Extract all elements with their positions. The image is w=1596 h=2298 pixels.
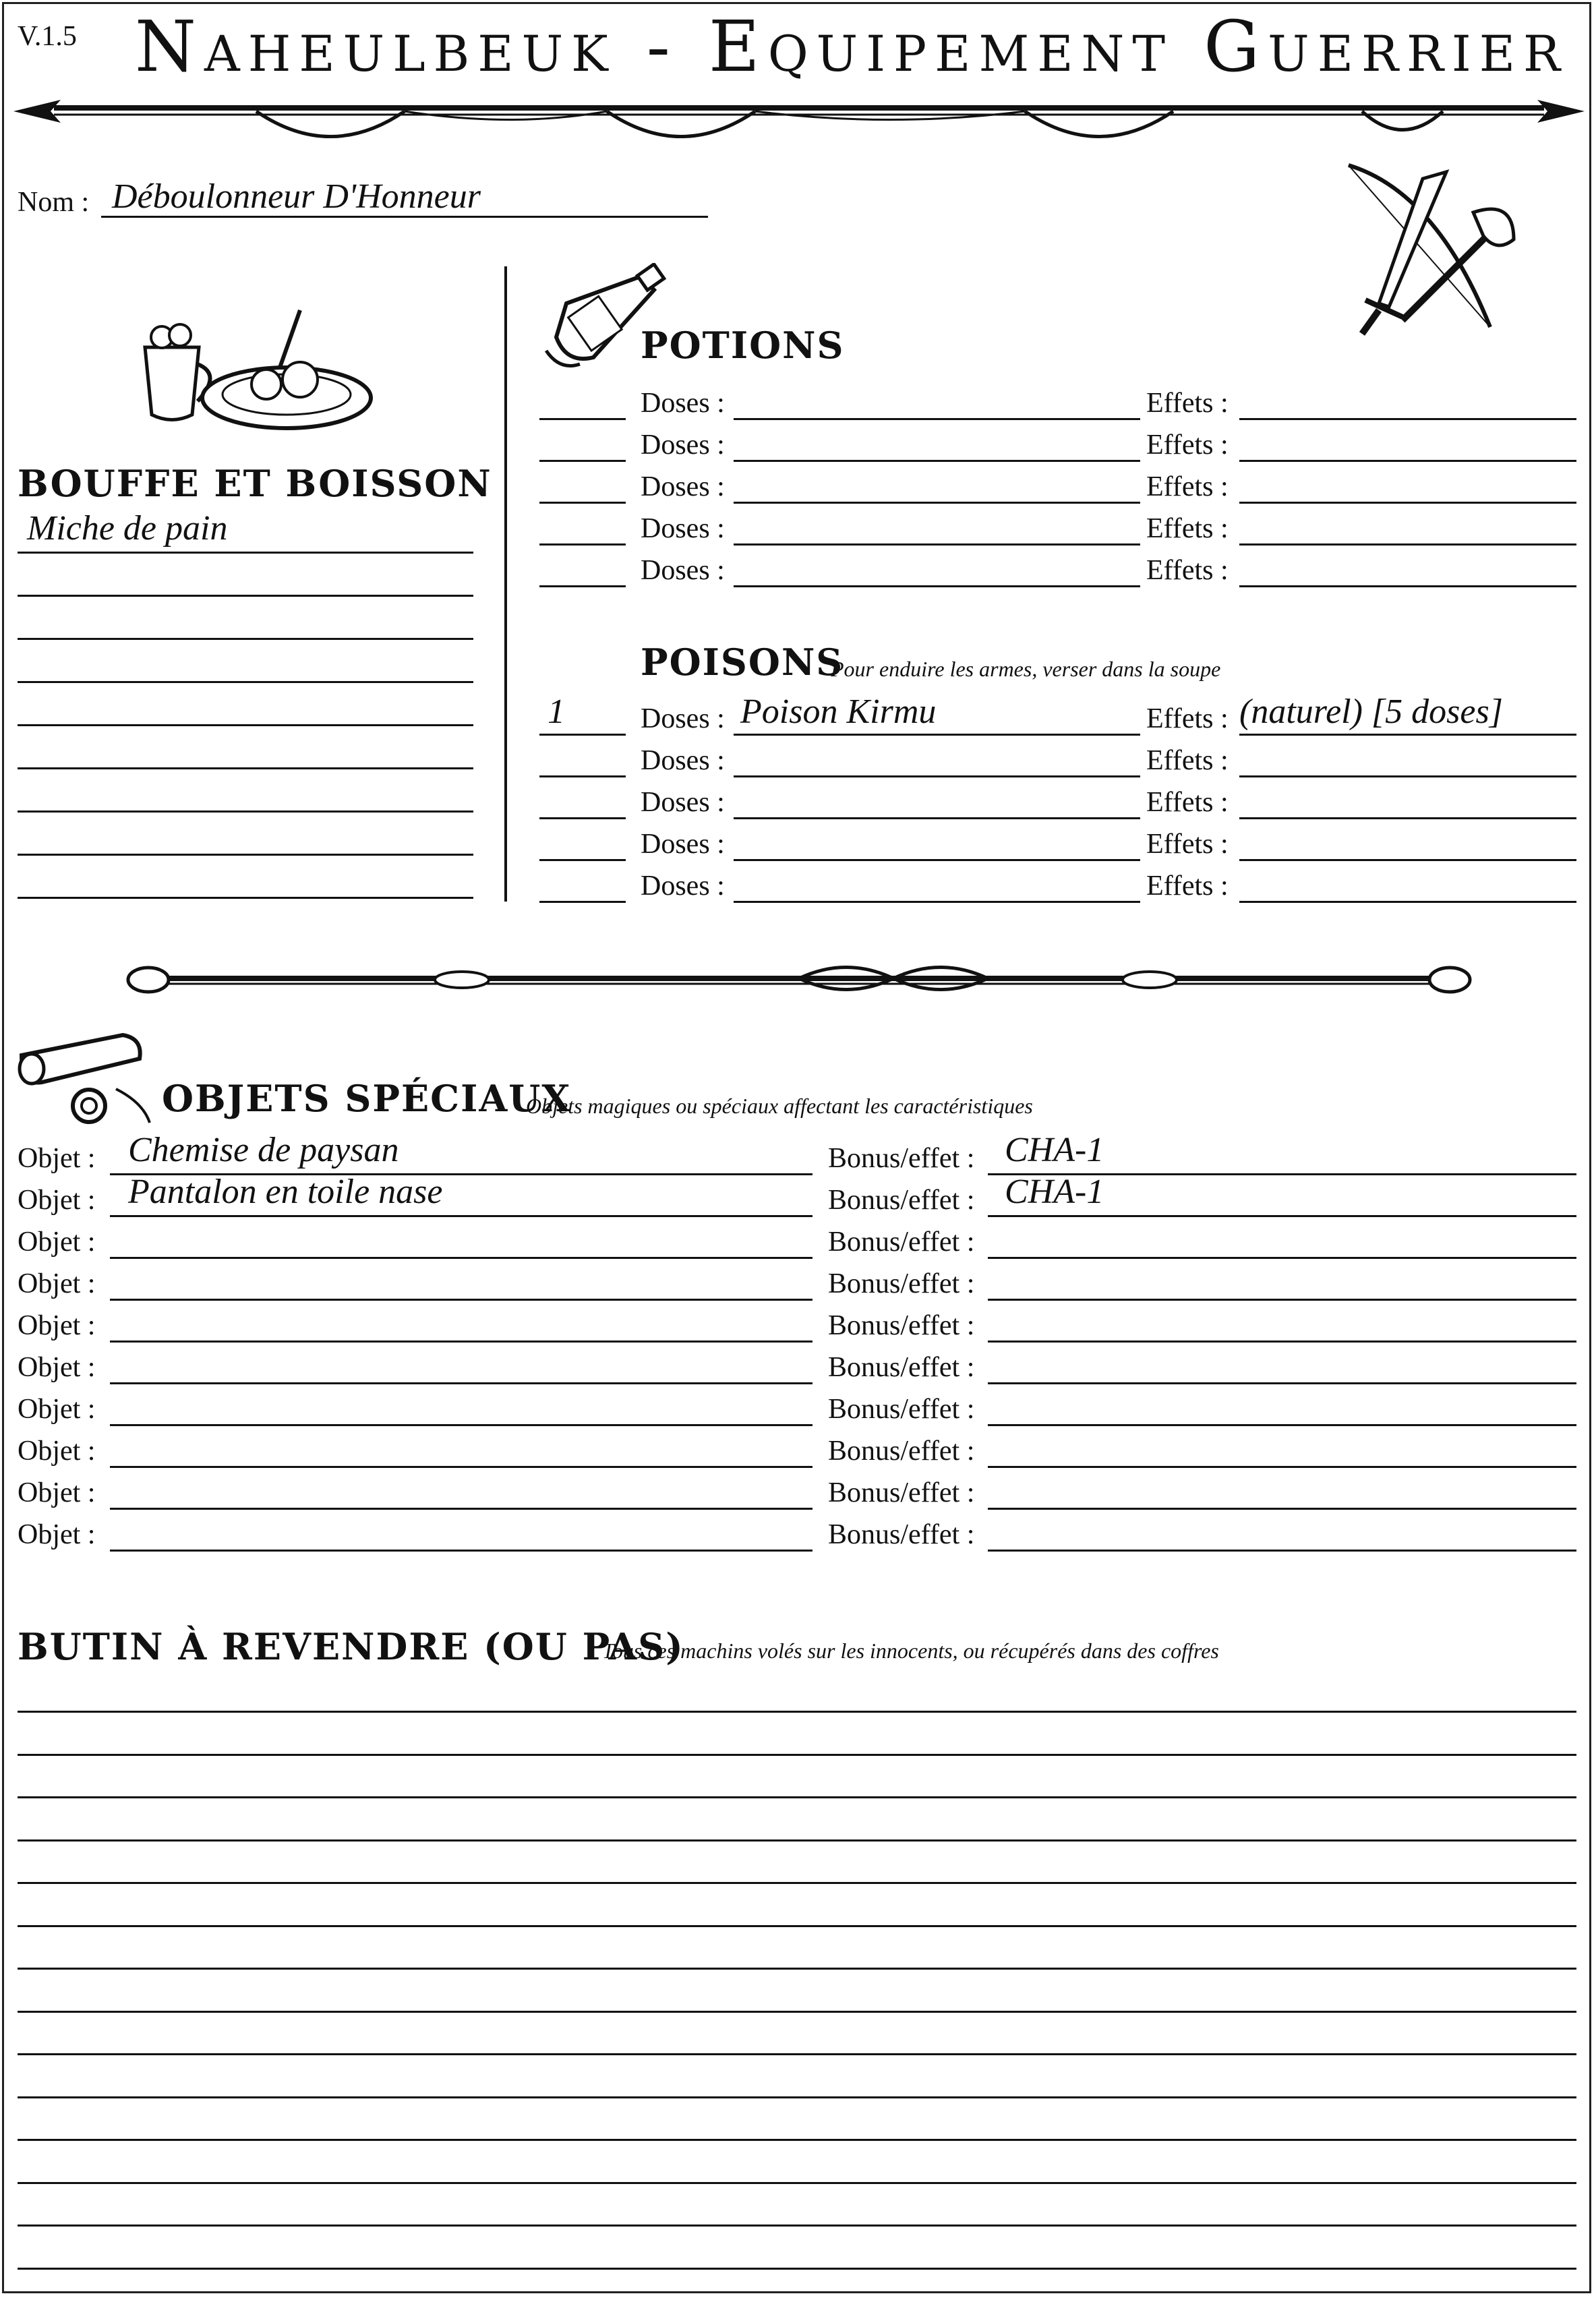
poisons-name-line [734, 901, 1140, 903]
poisons-name[interactable]: Poison Kirmu [740, 693, 937, 731]
spear-icon [13, 88, 1585, 148]
food-item-line [18, 767, 473, 769]
loot-line[interactable] [18, 1754, 1576, 1756]
food-item[interactable]: Miche de pain [27, 509, 228, 548]
bonus-label: Bonus/effet : [828, 1268, 975, 1299]
bonus-line [988, 1257, 1576, 1259]
object-label: Objet : [18, 1519, 96, 1550]
potions-effect-line [1239, 418, 1576, 420]
bonus-line [988, 1340, 1576, 1343]
poisons-subtitle: Pour enduire les armes, verser dans la soupe [831, 657, 1221, 681]
scroll-ring-icon [15, 1028, 156, 1129]
potions-effect-line [1239, 460, 1576, 462]
column-divider [504, 266, 507, 902]
poisons-qty[interactable]: 1 [548, 693, 565, 731]
name-value[interactable]: Déboulonneur D'Honneur [112, 177, 481, 216]
object-label: Objet : [18, 1352, 96, 1383]
page-title: Naheulbeuk - Equipement Guerrier [135, 5, 1569, 88]
bonus-line [988, 1466, 1576, 1468]
bonus-value[interactable]: CHA-1 [1005, 1131, 1104, 1169]
potions-effects-label: Effets : [1146, 513, 1229, 544]
loot-line[interactable] [18, 2053, 1576, 2055]
food-item-line [18, 811, 473, 813]
food-item-line [18, 638, 473, 640]
special-objects-heading: OBJETS SPÉCIAUX [162, 1077, 572, 1120]
object-label: Objet : [18, 1477, 96, 1508]
loot-line[interactable] [18, 1882, 1576, 1884]
potions-doses-label: Doses : [641, 471, 725, 502]
potions-qty-line [539, 460, 626, 462]
version-label: V.1.5 [18, 21, 77, 52]
potions-effect-line [1239, 585, 1576, 587]
potions-effects-label: Effets : [1146, 388, 1229, 419]
bonus-label: Bonus/effet : [828, 1436, 975, 1467]
bonus-line [988, 1550, 1576, 1552]
object-name-line [110, 1424, 812, 1426]
potions-effect-line [1239, 502, 1576, 504]
bonus-line [988, 1382, 1576, 1384]
food-plate-icon [138, 300, 374, 435]
poisons-doses-label: Doses : [641, 871, 725, 902]
bonus-label: Bonus/effet : [828, 1519, 975, 1550]
object-name-line [110, 1550, 812, 1552]
poisons-effect-line [1239, 775, 1576, 777]
object-name-line [110, 1299, 812, 1301]
bonus-line [988, 1299, 1576, 1301]
object-name-line [110, 1257, 812, 1259]
object-name-line [110, 1215, 812, 1217]
loot-line[interactable] [18, 2011, 1576, 2013]
loot-line[interactable] [18, 2096, 1576, 2098]
bonus-label: Bonus/effet : [828, 1143, 975, 1174]
potions-doses-label: Doses : [641, 513, 725, 544]
poisons-effect-line [1239, 734, 1576, 736]
poisons-qty-line [539, 817, 626, 819]
bonus-value[interactable]: CHA-1 [1005, 1173, 1104, 1211]
poisons-effects-label: Effets : [1146, 871, 1229, 902]
object-label: Objet : [18, 1436, 96, 1467]
loot-subtitle: Tous ces machins volés sur les innocents, ou récupérés dans des coffres [602, 1639, 1219, 1663]
poisons-qty-line [539, 734, 626, 736]
potions-effect-line [1239, 543, 1576, 546]
loot-heading: BUTIN À REVENDRE (OU PAS) [18, 1625, 684, 1668]
poisons-effect[interactable]: (naturel) [5 doses] [1239, 693, 1503, 731]
poisons-effect-line [1239, 859, 1576, 861]
poisons-name-line [734, 817, 1140, 819]
potions-effects-label: Effets : [1146, 430, 1229, 461]
poisons-effect-line [1239, 817, 1576, 819]
object-name[interactable]: Pantalon en toile nase [128, 1173, 443, 1211]
potions-doses-label: Doses : [641, 388, 725, 419]
food-item-line [18, 897, 473, 899]
bonus-line [988, 1508, 1576, 1510]
object-label: Objet : [18, 1185, 96, 1216]
loot-line[interactable] [18, 1968, 1576, 1970]
potions-qty-line [539, 418, 626, 420]
potions-effects-label: Effets : [1146, 471, 1229, 502]
poisons-doses-label: Doses : [641, 745, 725, 776]
potions-doses-label: Doses : [641, 430, 725, 461]
staff-icon [125, 956, 1473, 1003]
poisons-name-line [734, 859, 1140, 861]
crossed-weapons-icon [1328, 152, 1531, 341]
food-item-line [18, 724, 473, 726]
bonus-line [988, 1215, 1576, 1217]
loot-line[interactable] [18, 2182, 1576, 2184]
loot-line[interactable] [18, 1839, 1576, 1842]
potions-name-line [734, 543, 1140, 546]
poisons-effects-label: Effets : [1146, 745, 1229, 776]
poisons-doses-label: Doses : [641, 829, 725, 860]
poisons-heading: POISONS [641, 641, 844, 684]
poisons-effect-line [1239, 901, 1576, 903]
potions-name-line [734, 502, 1140, 504]
loot-line[interactable] [18, 1711, 1576, 1713]
poisons-qty-line [539, 775, 626, 777]
bonus-label: Bonus/effet : [828, 1477, 975, 1508]
bonus-label: Bonus/effet : [828, 1352, 975, 1383]
loot-line[interactable] [18, 2268, 1576, 2270]
poisons-effects-label: Effets : [1146, 787, 1229, 818]
poisons-doses-label: Doses : [641, 787, 725, 818]
potions-effects-label: Effets : [1146, 555, 1229, 586]
name-label: Nom : [18, 187, 90, 218]
poisons-name-line [734, 734, 1140, 736]
potions-name-line [734, 460, 1140, 462]
object-label: Objet : [18, 1310, 96, 1341]
potions-qty-line [539, 585, 626, 587]
loot-line[interactable] [18, 2139, 1576, 2141]
food-heading: BOUFFE ET BOISSON [18, 462, 492, 505]
potions-name-line [734, 418, 1140, 420]
object-label: Objet : [18, 1268, 96, 1299]
potions-name-line [734, 585, 1140, 587]
potions-qty-line [539, 543, 626, 546]
poisons-effects-label: Effets : [1146, 703, 1229, 734]
object-name-line [110, 1382, 812, 1384]
poisons-doses-label: Doses : [641, 703, 725, 734]
poisons-qty-line [539, 859, 626, 861]
object-label: Objet : [18, 1143, 96, 1174]
potions-qty-line [539, 502, 626, 504]
loot-line[interactable] [18, 2225, 1576, 2227]
object-name[interactable]: Chemise de paysan [128, 1131, 399, 1169]
food-item-line [18, 552, 473, 554]
special-objects-subtitle: Objets magiques ou spéciaux affectant les caractéristiques [526, 1094, 1033, 1118]
food-item-line [18, 681, 473, 683]
object-name-line [110, 1466, 812, 1468]
poisons-effects-label: Effets : [1146, 829, 1229, 860]
bonus-line [988, 1424, 1576, 1426]
bonus-label: Bonus/effet : [828, 1227, 975, 1258]
object-name-line [110, 1340, 812, 1343]
food-item-line [18, 595, 473, 597]
poisons-qty-line [539, 901, 626, 903]
object-name-line [110, 1508, 812, 1510]
bonus-label: Bonus/effet : [828, 1310, 975, 1341]
object-label: Objet : [18, 1394, 96, 1425]
bonus-label: Bonus/effet : [828, 1394, 975, 1425]
potions-doses-label: Doses : [641, 555, 725, 586]
object-label: Objet : [18, 1227, 96, 1258]
bonus-label: Bonus/effet : [828, 1185, 975, 1216]
potions-heading: POTIONS [641, 324, 845, 367]
loot-line[interactable] [18, 1796, 1576, 1798]
food-item-line [18, 854, 473, 856]
poisons-name-line [734, 775, 1140, 777]
loot-line[interactable] [18, 1925, 1576, 1927]
name-line [101, 216, 708, 218]
